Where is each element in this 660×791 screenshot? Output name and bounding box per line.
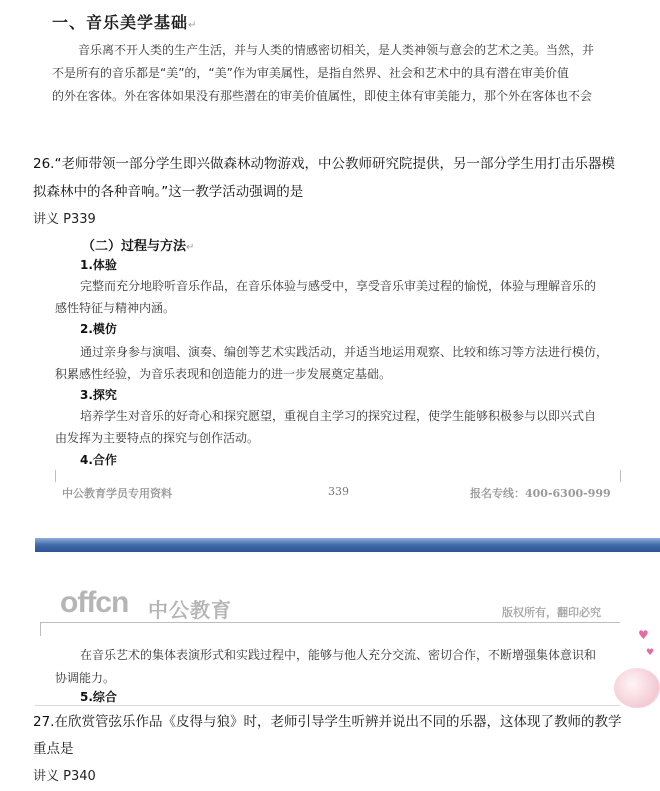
header-corner-left: [40, 622, 41, 636]
item-inquiry-label: 3.探究: [80, 388, 117, 402]
aesthetics-line-1: 音乐离不开人类的生产生活，并与人类的情感密切相关，是人类神领与意会的艺术之美。当然，并: [78, 43, 595, 57]
page-break-bar: [35, 538, 660, 552]
aesthetics-line-2: 不是所有的音乐都是“美”的，“美”作为审美属性，是指自然界、社会和艺术中的具有潜在审美价值: [52, 66, 569, 80]
aesthetics-line-3: 的外在客体。外在客体如果没有那些潜在的审美价值属性，即使主体有审美能力，那个外在客体也不会: [52, 89, 593, 103]
header-rule: [40, 622, 620, 623]
copyright-notice: 版权所有，翻印必究: [502, 606, 601, 619]
item-inquiry-line-2: 由发挥为主要特点的探究与创作活动。: [55, 431, 260, 445]
cooperation-line-2: 协调能力。: [55, 671, 116, 685]
section-heading-process-methods: （二）过程与方法↵: [82, 239, 195, 254]
footer-left-text: 中公教育学员专用资料: [62, 487, 172, 500]
question-27-line-2: 重点是: [33, 741, 74, 757]
decorative-bear-image: [614, 668, 660, 708]
item-imitation-line-2: 积累感性经验，为音乐表现和创造能力的进一步发展奠定基础。: [55, 367, 392, 381]
footer-corner-right: [620, 470, 621, 482]
cooperation-line-1: 在音乐艺术的集体表演形式和实践过程中，能够与他人充分交流、密切合作，不断增强集体意识和: [80, 648, 597, 662]
section-heading-aesthetics: 一、音乐美学基础↵: [52, 13, 198, 32]
question-26-reference: 讲义 P339: [33, 212, 96, 227]
footer-hotline: 报名专线：400-6300-999: [470, 487, 611, 500]
footer-page-number: 339: [328, 485, 349, 498]
item-experience-line-2: 感性特征与精神内涵。: [55, 301, 176, 315]
question-26-line-1: 26.“老师带领一部分学生即兴做森林动物游戏，中公教师研究院提供，另一部分学生用打击乐器模: [33, 156, 615, 172]
heart-icon-small: ♥: [646, 648, 655, 658]
item-experience-line-1: 完整而充分地聆听音乐作品，在音乐体验与感受中，享受音乐审美过程的愉悦，体验与理解音乐的: [80, 279, 597, 293]
item-imitation-line-1: 通过亲身参与演唱、演奏、编创等艺术实践活动，并适当地运用观察、比较和练习等方法进行模仿，: [80, 345, 609, 359]
question-27-reference: 讲义 P340: [33, 769, 96, 784]
question-27-line-1: 27.在欣赏管弦乐作品《皮得与狼》时，老师引导学生听辨并说出不同的乐器，这体现了教师的教学: [33, 714, 622, 730]
heart-icon: ♥: [638, 628, 649, 642]
item-cooperation-label: 4.合作: [80, 453, 117, 467]
brand-name: 中公教育: [148, 598, 232, 622]
item-synthesis-label: 5.综合: [80, 690, 117, 704]
item-experience-label: 1.体验: [80, 258, 117, 272]
footer-corner-left: [55, 470, 56, 482]
question-26-line-2: 拟森林中的各种音响。”这一教学活动强调的是: [33, 184, 304, 200]
item-inquiry-line-1: 培养学生对音乐的好奇心和探究愿望，重视自主学习的探究过程，使学生能够积极参与以即兴式自: [80, 409, 597, 423]
item-imitation-label: 2.模仿: [80, 322, 117, 336]
offcn-logo: offcn: [60, 586, 129, 619]
section-divider: [35, 705, 620, 706]
